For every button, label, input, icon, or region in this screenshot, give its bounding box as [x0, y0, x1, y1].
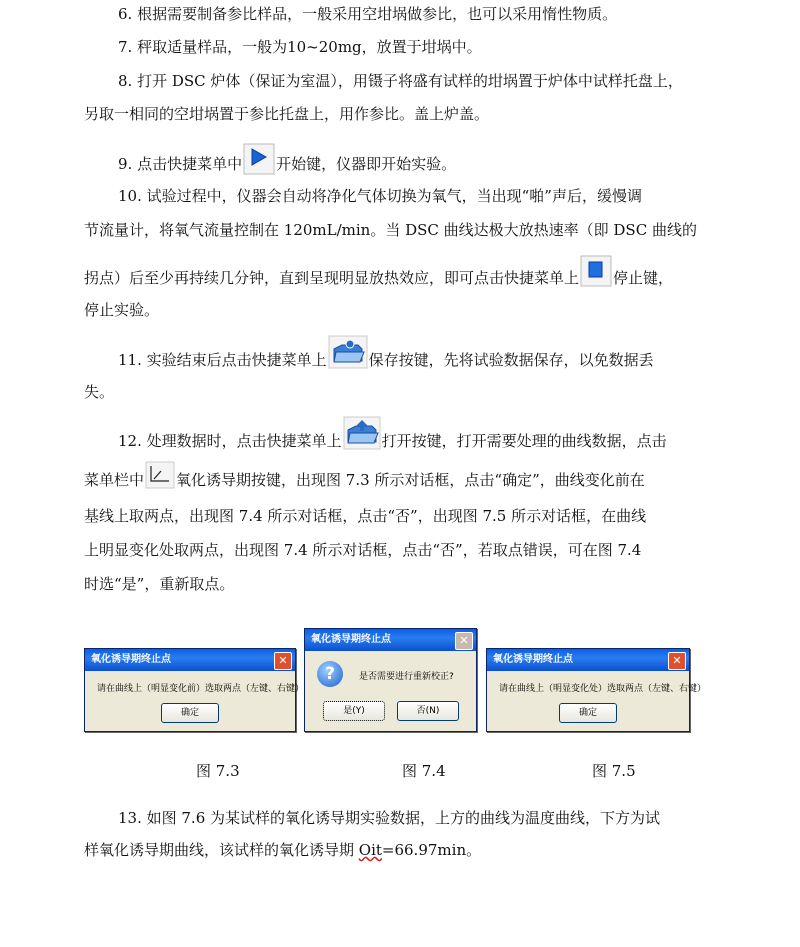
dialog-fig-7-4: [304, 628, 477, 732]
paragraph-11-text-b: 保存按键，先将试验数据保存，以免数据丢: [368, 351, 654, 369]
paragraph-8-line-1: 8. 打开 DSC 炉体（保证为室温），用镊子将盛有试样的坩埚置于炉体中试样托盘上，: [118, 72, 683, 90]
paragraph-11-text-a: 11. 实验结束后点击快捷菜单上: [118, 351, 327, 369]
close-icon[interactable]: ✕: [455, 632, 473, 650]
caption-fig-7-5: 图 7.5: [592, 762, 636, 780]
paragraph-12-text-c: 菜单栏中: [84, 471, 145, 489]
paragraph-6: 6. 根据需要制备参比样品，一般采用空坩埚做参比，也可以采用惰性物质。: [118, 5, 618, 23]
dialog-title-bar: [85, 649, 295, 671]
paragraph-8-line-2: 另取一相同的空坩埚置于参比托盘上，用作参比。盖上炉盖。: [84, 105, 490, 123]
paragraph-10-line-1: 10. 试验过程中，仪器会自动将净化气体切换为氧气，当出现“啪”声后，缓慢调: [118, 187, 642, 205]
paragraph-12-line-4: 上明显变化处取两点，出现图 7.4 所示对话框，点击“否”，若取点错误，可在图 7.4: [84, 541, 642, 559]
dialog-title: 氧化诱导期终止点: [91, 654, 171, 665]
oit-term: Oit: [358, 841, 382, 859]
caption-fig-7-3: 图 7.3: [196, 762, 240, 780]
paragraph-12-line-2: [84, 470, 645, 490]
no-button[interactable]: 否(N): [397, 701, 459, 721]
paragraph-10-text-b: 停止键，: [613, 269, 674, 287]
oit-curve-icon[interactable]: [144, 460, 176, 490]
paragraph-10-text-a: 拐点）后至少再持续几分钟，直到呈现明显放热效应，即可点击快捷菜单上: [84, 269, 580, 287]
paragraph-12-text-d: 氧化诱导期按键，出现图 7.3 所示对话框，点击“确定”，曲线变化前在: [176, 471, 645, 489]
paragraph-10-line-3: [84, 268, 673, 288]
close-icon[interactable]: ✕: [274, 652, 292, 670]
paragraph-12-line-1: [118, 431, 667, 451]
paragraph-11: [118, 350, 654, 370]
ok-button[interactable]: 确定: [161, 703, 219, 723]
paragraph-13-text-b: =66.97min。: [381, 841, 482, 859]
paragraph-10-line-4: 停止实验。: [84, 301, 160, 319]
dialog-fig-7-3: [84, 648, 305, 732]
paragraph-12-text-b: 打开按键，打开需要处理的曲线数据，点击: [381, 432, 667, 450]
open-folder-icon[interactable]: [342, 415, 382, 451]
paragraph-12-line-3: 基线上取两点，出现图 7.4 所示对话框，点击“否”，出现图 7.5 所示对话框，在曲线: [84, 507, 647, 525]
paragraph-12-text-a: 12. 处理数据时，点击快捷菜单上: [118, 432, 342, 450]
paragraph-9-text-b: 开始键，仪器即开始实验。: [276, 155, 457, 173]
dialog-fig-7-5: [486, 648, 707, 732]
paragraph-9: [118, 154, 456, 176]
close-icon[interactable]: ✕: [668, 652, 686, 670]
paragraph-10-line-2: 节流量计，将氧气流量控制在 120mL/min。当 DSC 曲线达极大放热速率（即 DSC 曲线的: [84, 221, 697, 239]
paragraph-11-line-2: 失。: [84, 383, 115, 401]
yes-button[interactable]: 是(Y): [323, 701, 385, 721]
dialog-title-bar: [305, 629, 476, 651]
dialog-title: 氧化诱导期终止点: [493, 654, 573, 665]
caption-fig-7-4: 图 7.4: [402, 762, 446, 780]
dialog-message: 请在曲线上（明显变化前）选取两点（左键、右键）: [97, 684, 305, 694]
question-icon: ?: [317, 661, 343, 687]
paragraph-13-line-2: [84, 840, 481, 860]
paragraph-12-line-5: 时选“是”，重新取点。: [84, 575, 235, 593]
paragraph-9-text-a: 9. 点击快捷菜单中: [118, 155, 243, 173]
dialog-message: 请在曲线上（明显变化处）选取两点（左键、右键）: [499, 684, 707, 694]
paragraph-13-text-a: 样氧化诱导期曲线，该试样的氧化诱导期: [84, 841, 359, 859]
play-icon[interactable]: [242, 142, 276, 176]
paragraph-13-line-1: 13. 如图 7.6 为某试样的氧化诱导期实验数据，上方的曲线为温度曲线，下方为试: [118, 809, 661, 827]
dialog-title-bar: [487, 649, 689, 671]
paragraph-7: 7. 秤取适量样品，一般为10~20mg，放置于坩埚中。: [118, 38, 482, 56]
stop-icon[interactable]: [579, 254, 613, 288]
save-folder-icon[interactable]: [327, 334, 369, 370]
dialog-title: 氧化诱导期终止点: [311, 634, 391, 645]
dialog-message: 是否需要进行重新校正?: [359, 672, 454, 682]
ok-button[interactable]: 确定: [559, 703, 617, 723]
